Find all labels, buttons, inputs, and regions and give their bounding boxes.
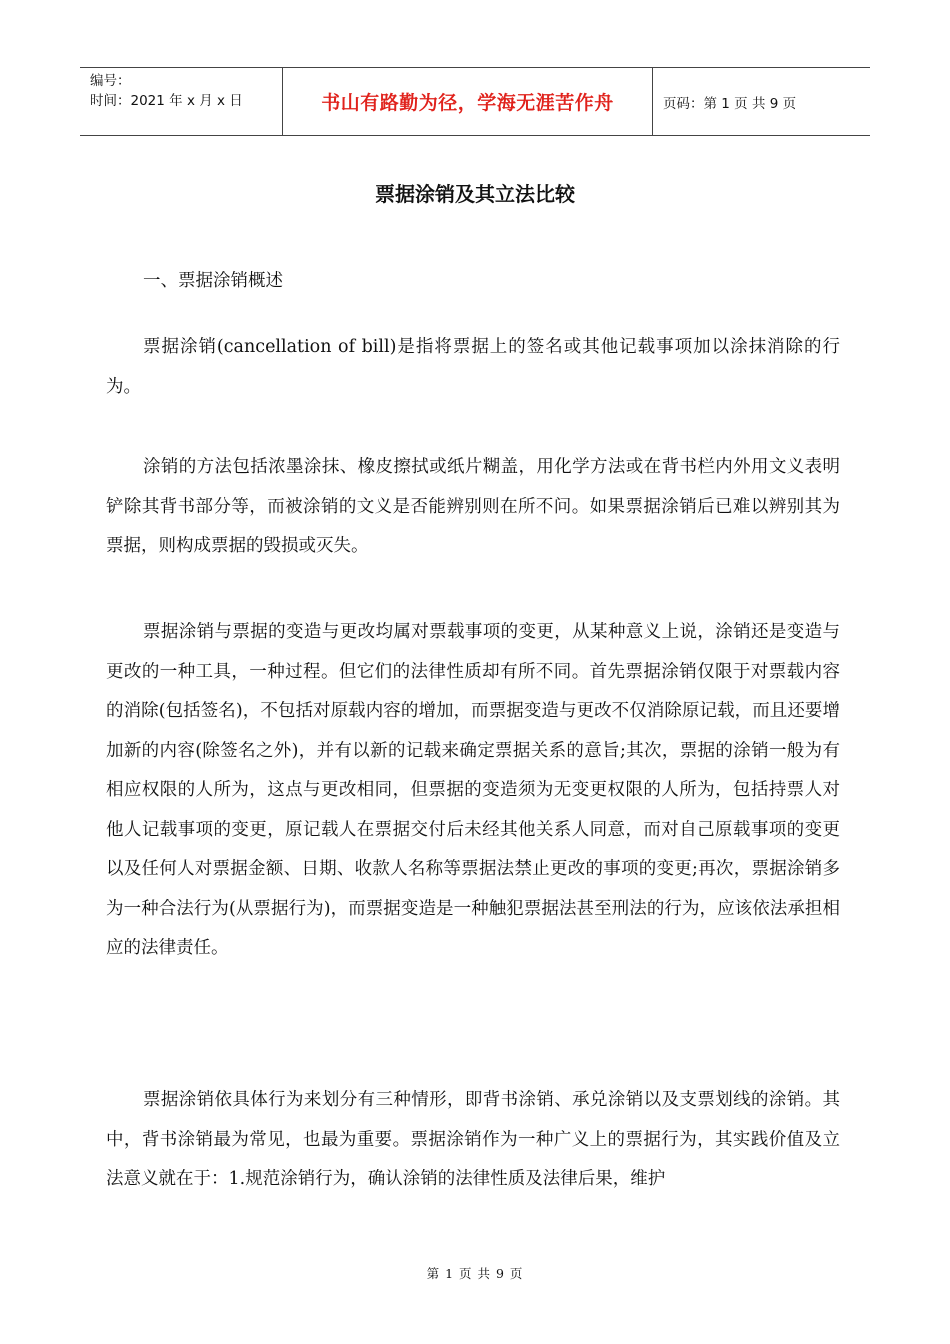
section-heading: 一、票据涂销概述	[143, 271, 283, 291]
document-header	[80, 67, 870, 136]
paragraph-3: 票据涂销与票据的变造与更改均属对票载事项的变更，从某种意义上说，涂销还是变造与更改的一种工具，一种过程。但它们的法律性质却有所不同。首先票据涂销仅限于对票载内容的消除(包括签名)，不包括对原载内容的增加，而票据变造与更改不仅消除原记载，而且还要增加新的内容(除签名之外)，并有以新的记载来确定票据关系的意旨;其次，票据的涂销一般为有相应权限的人所为，这点与更改相同，但票据的变造须为无变更权限的人所为，包括持票人对他人记载事项的变更，原记载人在票据交付后未经其他关系人同意，而对自己原载事项的变更以及任何人对票据金额、日期、收款人名称等票据法禁止更改的事项的变更;再次，票据涂销多为一种合法行为(从票据行为)，而票据变造是一种触犯票据法甚至刑法的行为，应该依法承担相应的法律责任。	[106, 622, 840, 958]
paragraph-2: 涂销的方法包括浓墨涂抹、橡皮擦拭或纸片糊盖，用化学方法或在背书栏内外用文义表明铲除其背书部分等，而被涂销的文义是否能辨别则在所不问。如果票据涂销后已难以辨别其为票据，则构成票据的毁损或灭失。	[106, 457, 840, 556]
header-page-number: 页码：第 1 页 共 9 页	[663, 95, 797, 112]
page-footer: 第 1 页 共 9 页	[426, 1266, 524, 1281]
document-title: 票据涂销及其立法比较	[375, 182, 575, 206]
header-meta	[80, 68, 282, 135]
paragraph-1: 票据涂销(cancellation of bill)是指将票据上的签名或其他记载事项加以涂抹消除的行为。	[106, 337, 840, 397]
header-motto: 书山有路勤为径，学海无涯苦作舟	[282, 68, 653, 135]
paragraph-4: 票据涂销依具体行为来划分有三种情形，即背书涂销、承兑涂销以及支票划线的涂销。其中，背书涂销最为常见，也最为重要。票据涂销作为一种广义上的票据行为，其实践价值及立法意义就在于：1.规范涂销行为，确认涂销的法律性质及法律后果，维护	[106, 1090, 840, 1189]
document-number-label: 编号：	[90, 73, 131, 89]
document-time-label: 时间：2021 年 x 月 x 日	[90, 93, 243, 109]
